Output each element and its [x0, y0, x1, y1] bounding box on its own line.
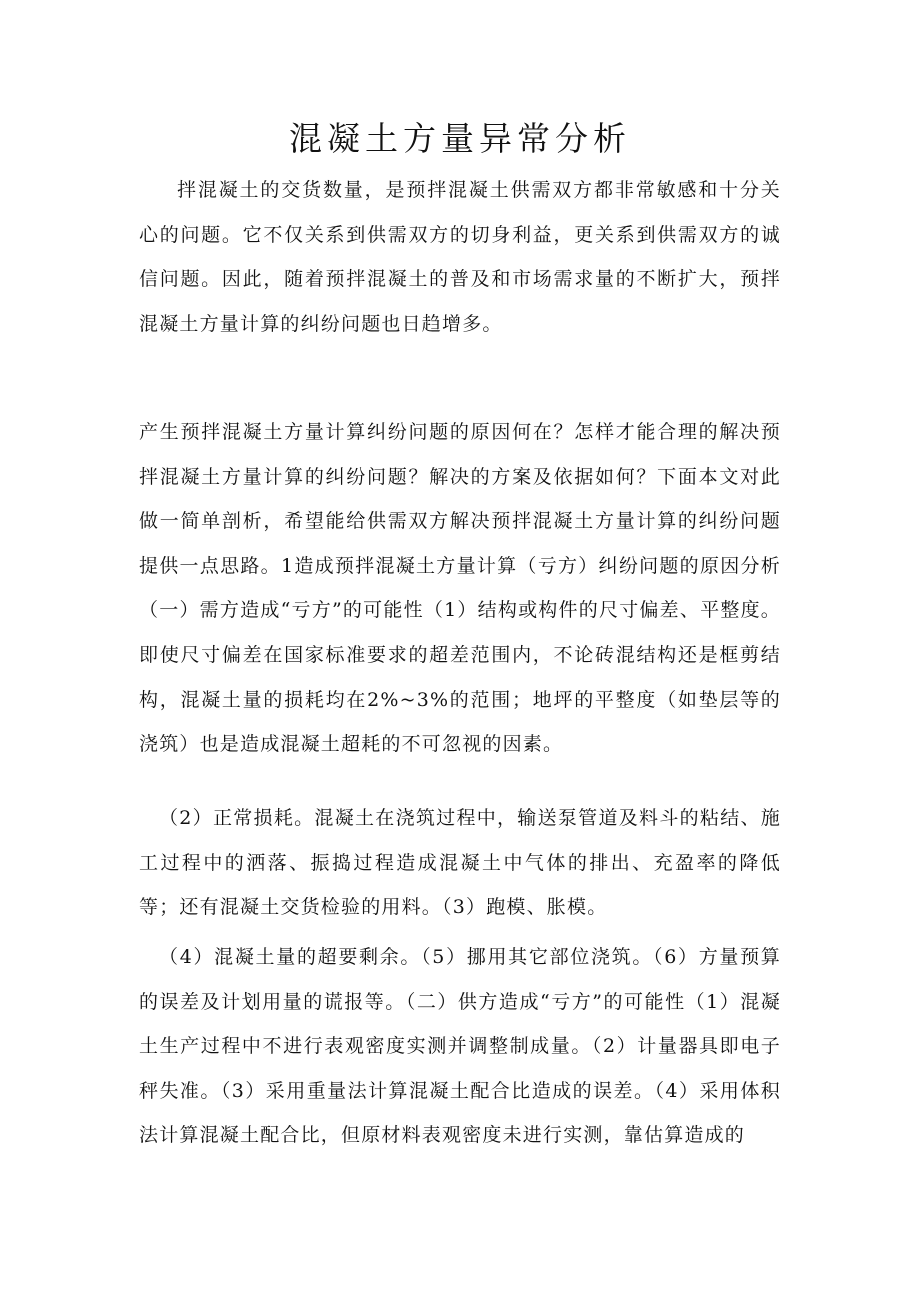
paragraph-other-causes: （4）混凝土量的超要剩余。（5）挪用其它部位浇筑。（6）方量预算的误差及计划用量的谎报等。（二）供方造成“亏方”的可能性（1）混凝土生产过程中不进行表观密度实测并调整制成量。（2）计量器具即电子秤失准。（3）采用重量法计算混凝土配合比造成的误差。（4）采用体积法计算混凝土配合比，但原材料表观密度未进行实测，靠估算造成的: [139, 946, 781, 1147]
paragraph-intro: 拌混凝土的交货数量，是预拌混凝土供需双方都非常敏感和十分关心的问题。它不仅关系到供需双方的切身利益，更关系到供需双方的诚信问题。因此，随着预拌混凝土的普及和市场需求量的不断扩大，预拌混凝土方量计算的纠纷问题也日趋增多。: [139, 179, 781, 335]
paragraph-normal-loss: （2）正常损耗。混凝土在浇筑过程中，输送泵管道及料斗的粘结、施工过程中的洒落、振捣过程造成混凝土中气体的排出、充盈率的降低等；还有混凝土交货检验的用料。（3）跑模、胀模。: [139, 807, 781, 919]
page-title: 混凝土方量异常分析: [289, 119, 631, 158]
paragraph-causes: 产生预拌混凝土方量计算纠纷问题的原因何在？怎样才能合理的解决预拌混凝土方量计算的纠纷问题？解决的方案及依据如何？下面本文对此做一简单剖析，希望能给供需双方解决预拌混凝土方量计算的纠纷问题提供一点思路。1造成预拌混凝土方量计算（亏方）纠纷问题的原因分析（一）需方造成“亏方”的可能性（1）结构或构件的尺寸偏差、平整度。即使尺寸偏差在国家标准要求的超差范围内，不论砖混结构还是框剪结构，混凝土量的损耗均在2%~3%的范围；地坪的平整度（如垫层等的浇筑）也是造成混凝土超耗的不可忽视的因素。: [139, 421, 781, 756]
